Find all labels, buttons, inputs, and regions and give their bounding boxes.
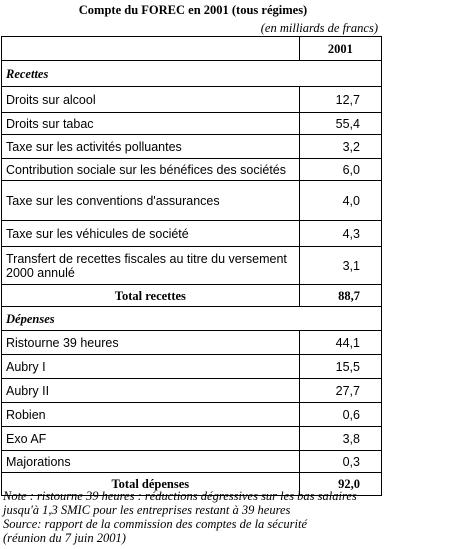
forec-account-table: [1, 36, 382, 496]
table-row: [2, 379, 382, 403]
row-label: Aubry I: [2, 355, 300, 379]
table-row: [2, 403, 382, 427]
table-row: [2, 427, 382, 451]
row-value: 12,7: [299, 87, 381, 113]
table-row: [2, 247, 382, 285]
table-row: [2, 451, 382, 473]
table-row: [2, 87, 382, 113]
total-label: Total dépenses: [2, 473, 300, 496]
row-label: Droits sur tabac: [2, 113, 300, 135]
table-row: [2, 113, 382, 135]
row-value: 55,4: [299, 113, 381, 135]
source-line: (réunion du 7 juin 2001): [3, 531, 126, 545]
row-label: Droits sur alcool: [2, 87, 300, 113]
table-row: [2, 221, 382, 247]
table-title: Compte du FOREC en 2001 (tous régimes): [78, 3, 308, 17]
row-label: Contribution sociale sur les bénéfices des sociétés: [2, 159, 300, 181]
row-label: Taxe sur les véhicules de société: [2, 221, 300, 247]
row-value: 44,1: [299, 331, 381, 355]
row-label: Aubry II: [2, 379, 300, 403]
row-value: 3,8: [299, 427, 381, 451]
row-value: 4,3: [299, 221, 381, 247]
source-line: Source: rapport de la commission des comptes de la sécurité: [3, 517, 307, 531]
table-row: [2, 135, 382, 159]
row-label: Robien: [2, 403, 300, 427]
row-label: Transfert de recettes fiscales au titre du versement 2000 annulé: [2, 247, 300, 285]
table-row: [2, 159, 382, 181]
total-value: 88,7: [299, 285, 381, 307]
table-row: [2, 331, 382, 355]
row-value: 0,3: [299, 451, 381, 473]
section-heading-row: [2, 307, 382, 331]
header-row: [2, 37, 382, 61]
total-value: 92,0: [299, 473, 381, 496]
row-label: Taxe sur les conventions d'assurances: [2, 181, 300, 221]
note-line: jusqu'à 1,3 SMIC pour les entreprises restant à 39 heures: [3, 503, 291, 517]
row-value: 3,1: [299, 247, 381, 285]
row-label: Exo AF: [2, 427, 300, 451]
table-row: [2, 181, 382, 221]
units-caption: (en milliards de francs): [260, 21, 378, 35]
row-value: 15,5: [299, 355, 381, 379]
row-label: Ristourne 39 heures: [2, 331, 300, 355]
year-header: 2001: [299, 37, 381, 61]
footnotes: [3, 489, 463, 545]
table-row: [2, 355, 382, 379]
row-value: 0,6: [299, 403, 381, 427]
total-row-recettes: [2, 285, 382, 307]
row-value: 4,0: [299, 181, 381, 221]
row-value: 6,0: [299, 159, 381, 181]
note-line: Note : ristourne 39 heures : réductions dégressives sur les bas salaires: [3, 489, 357, 503]
section-heading-recettes: Recettes: [2, 61, 382, 87]
header-label-cell: [2, 37, 300, 61]
row-label: Taxe sur les activités polluantes: [2, 135, 300, 159]
row-value: 27,7: [299, 379, 381, 403]
row-value: 3,2: [299, 135, 381, 159]
section-heading-depenses: Dépenses: [2, 307, 382, 331]
row-label: Majorations: [2, 451, 300, 473]
section-heading-row: [2, 61, 382, 87]
total-label: Total recettes: [2, 285, 300, 307]
